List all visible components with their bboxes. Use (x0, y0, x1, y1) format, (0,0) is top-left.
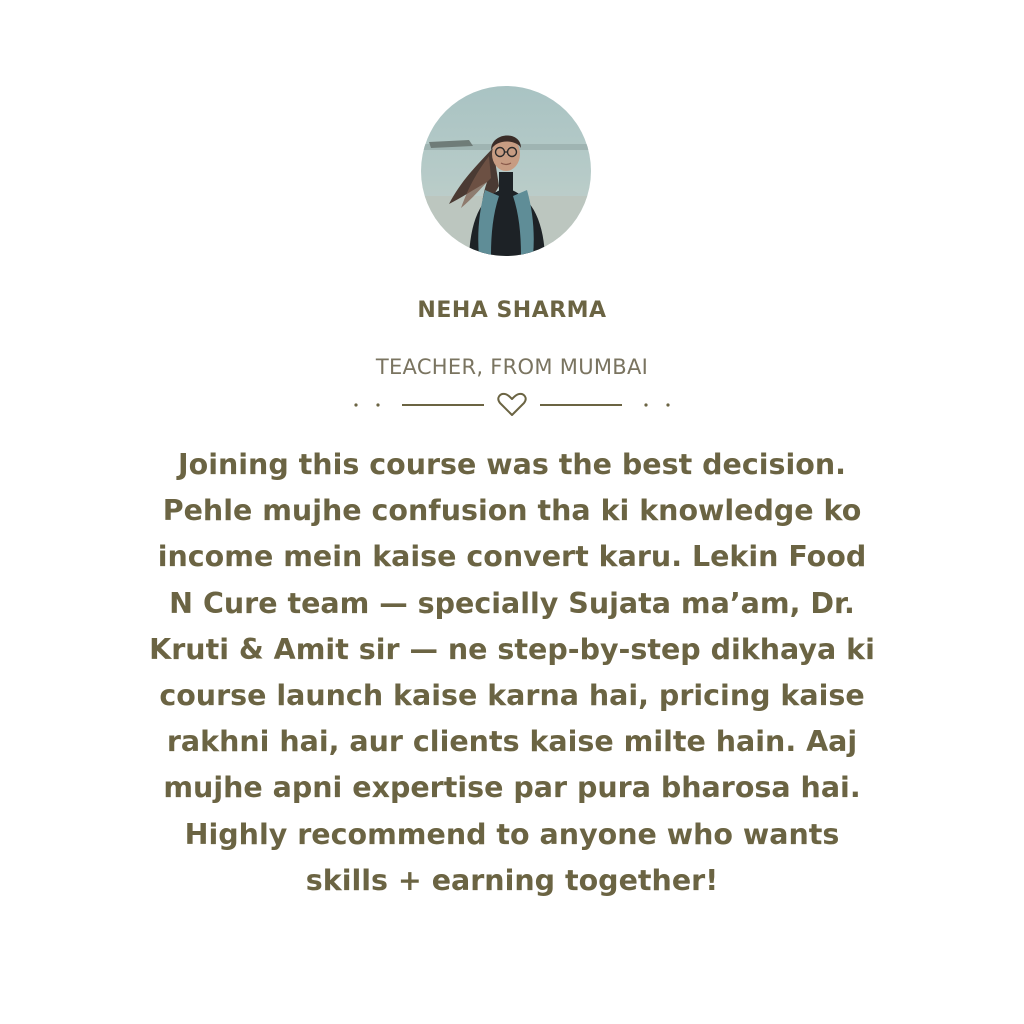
person-role: TEACHER, FROM MUMBAI (375, 355, 649, 379)
testimonial-quote (92, 442, 932, 904)
quote-line: rakhni hai, aur clients kaise milte hain. Aaj (166, 725, 858, 759)
quote-line: course launch kaise karna hai, pricing kaise (159, 679, 865, 713)
quote-line: skills + earning together! (305, 863, 719, 897)
heart-icon (498, 394, 525, 415)
quote-line: Kruti & Amit sir — ne step-by-step dikhaya ki (149, 632, 875, 666)
quote-line: N Cure team — specially Sujata ma’am, Dr. (169, 586, 855, 620)
quote-line: mujhe apni expertise par pura bharosa hai. (163, 771, 861, 805)
quote-line: income mein kaise convert karu. Lekin Food (157, 540, 867, 574)
avatar (421, 86, 591, 256)
quote-line: Highly recommend to anyone who wants (184, 817, 840, 851)
quote-line: Joining this course was the best decision. (178, 448, 846, 481)
heart-divider (342, 390, 682, 420)
person-name: NEHA SHARMA (417, 298, 607, 323)
avatar-photo (421, 86, 591, 256)
quote-line: Pehle mujhe confusion tha ki knowledge ko (162, 494, 862, 528)
